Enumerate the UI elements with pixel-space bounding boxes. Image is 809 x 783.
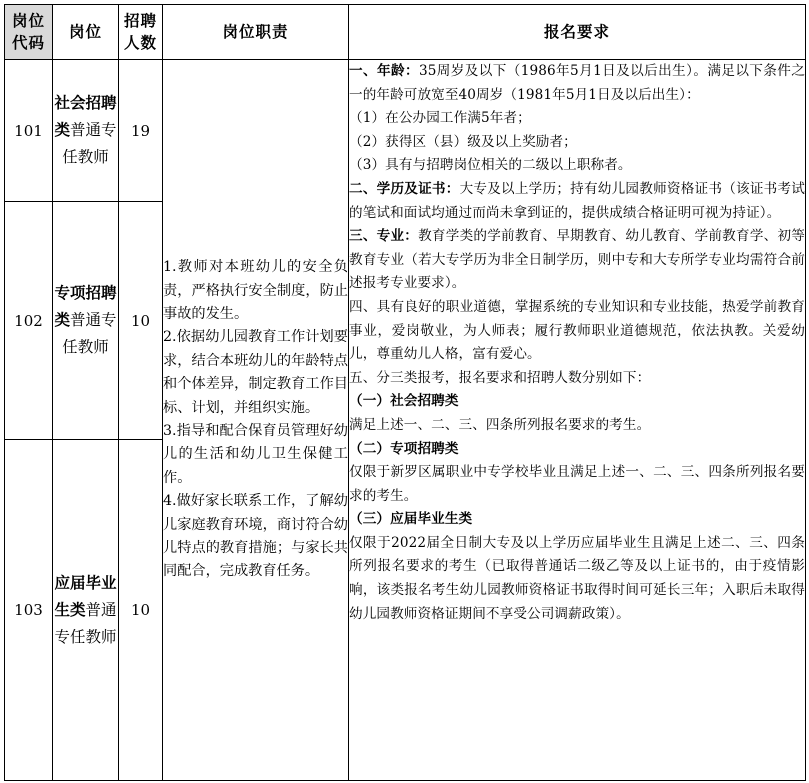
req-category-title: （一）社会招聘类 bbox=[349, 393, 459, 410]
req-age: 一、年龄：35周岁及以下（1986年5月1日及以后出生）。满足以下条件之一的年龄可放宽至40周岁（1981年5月1日及以后出生）： bbox=[349, 63, 805, 103]
header-requirements: 报名要求 bbox=[349, 5, 806, 60]
header-count: 招聘人数 bbox=[119, 5, 163, 60]
duties-cell bbox=[163, 60, 349, 781]
req-major: 三、专业：教育学类的学前教育、早期教育、幼儿教育、学前教育学、初等教育专业（若大专学历为非全日制学历，则中专和大专所学专业均需符合前述报考专业要求）。 bbox=[349, 228, 805, 292]
requirements-cell bbox=[349, 60, 806, 781]
req-category-title: （三）应届毕业生类 bbox=[349, 511, 473, 528]
position-title: 普通专任教师 bbox=[62, 121, 117, 166]
req-category-text: 仅限于2022届全日制大专及以上学历应届毕业生且满足上述二、三、四条所列报名要求的考生（已取得普通话二级乙等及以上证书的，由于疫情影响，该类报名考生幼儿园教师资格证书取得时间可延长三年；入职后未取得幼儿园教师资格证期间不享受公司调薪政策）。 bbox=[349, 534, 805, 622]
duty-item: 2.依据幼儿园教育工作计划要求，结合本班幼儿的年龄特点和个体差异，制定教育工作目标、计划，并组织实施。 bbox=[163, 329, 348, 416]
recruitment-table bbox=[4, 4, 806, 781]
header-position: 岗位 bbox=[53, 5, 119, 60]
position-title: 普通专任教师 bbox=[54, 600, 117, 646]
recruit-count-cell: 19 bbox=[119, 60, 163, 202]
req-category-text: 仅限于新罗区属职业中专学校毕业且满足上述一、二、三、四条所列报名要求的考生。 bbox=[349, 464, 805, 504]
req-age-condition: （3）具有与招聘岗位相关的二级以上职称者。 bbox=[349, 157, 632, 174]
position-code-cell: 103 bbox=[5, 440, 53, 781]
position-name-cell bbox=[53, 60, 119, 202]
req-age-condition: （2）获得区（县）级及以上奖励者； bbox=[349, 133, 577, 150]
position-category: 应届毕业生类 bbox=[54, 573, 117, 619]
position-name-cell bbox=[53, 440, 119, 781]
position-title: 普通专任教师 bbox=[62, 311, 117, 356]
position-code-cell: 101 bbox=[5, 60, 53, 202]
table-row bbox=[5, 60, 806, 202]
duty-item: 1.教师对本班幼儿的安全负责，严格执行安全制度，防止事故的发生。 bbox=[163, 259, 348, 322]
duty-item: 3.指导和配合保育员管理好幼儿的生活和幼儿卫生保健工作。 bbox=[163, 423, 348, 486]
req-education: 二、学历及证书：大专及以上学历；持有幼儿园教师资格证书（该证书考试的笔试和面试均通过而尚未拿到证的，提供成绩合格证明可视为持证）。 bbox=[349, 180, 805, 221]
header-row bbox=[5, 5, 806, 60]
duty-item: 4.做好家长联系工作，了解幼儿家庭教育环境，商讨符合幼儿特点的教育措施；与家长共同配合，完成教育任务。 bbox=[163, 493, 348, 580]
recruit-count-cell: 10 bbox=[119, 202, 163, 440]
position-name-cell bbox=[53, 202, 119, 440]
req-age-condition: （1）在公办园工作满5年者； bbox=[349, 110, 531, 127]
position-code-cell: 102 bbox=[5, 202, 53, 440]
req-category-text: 满足上述一、二、三、四条所列报名要求的考生。 bbox=[349, 416, 651, 433]
req-categories-intro: 五、分三类报考，报名要求和招聘人数分别如下： bbox=[349, 369, 651, 386]
position-category: 社会招聘类 bbox=[54, 94, 117, 139]
header-position-code: 岗位代码 bbox=[5, 5, 53, 60]
header-duties: 岗位职责 bbox=[163, 5, 349, 60]
req-category-title: （二）专项招聘类 bbox=[349, 440, 459, 457]
position-category: 专项招聘类 bbox=[54, 284, 117, 329]
recruit-count-cell: 10 bbox=[119, 440, 163, 781]
req-ethics: 四、具有良好的职业道德，掌握系统的专业知识和专业技能，热爱学前教育事业，爱岗敬业，为人师表；履行教师职业道德规范，依法执教。关爱幼儿，尊重幼儿人格，富有爱心。 bbox=[349, 298, 805, 363]
